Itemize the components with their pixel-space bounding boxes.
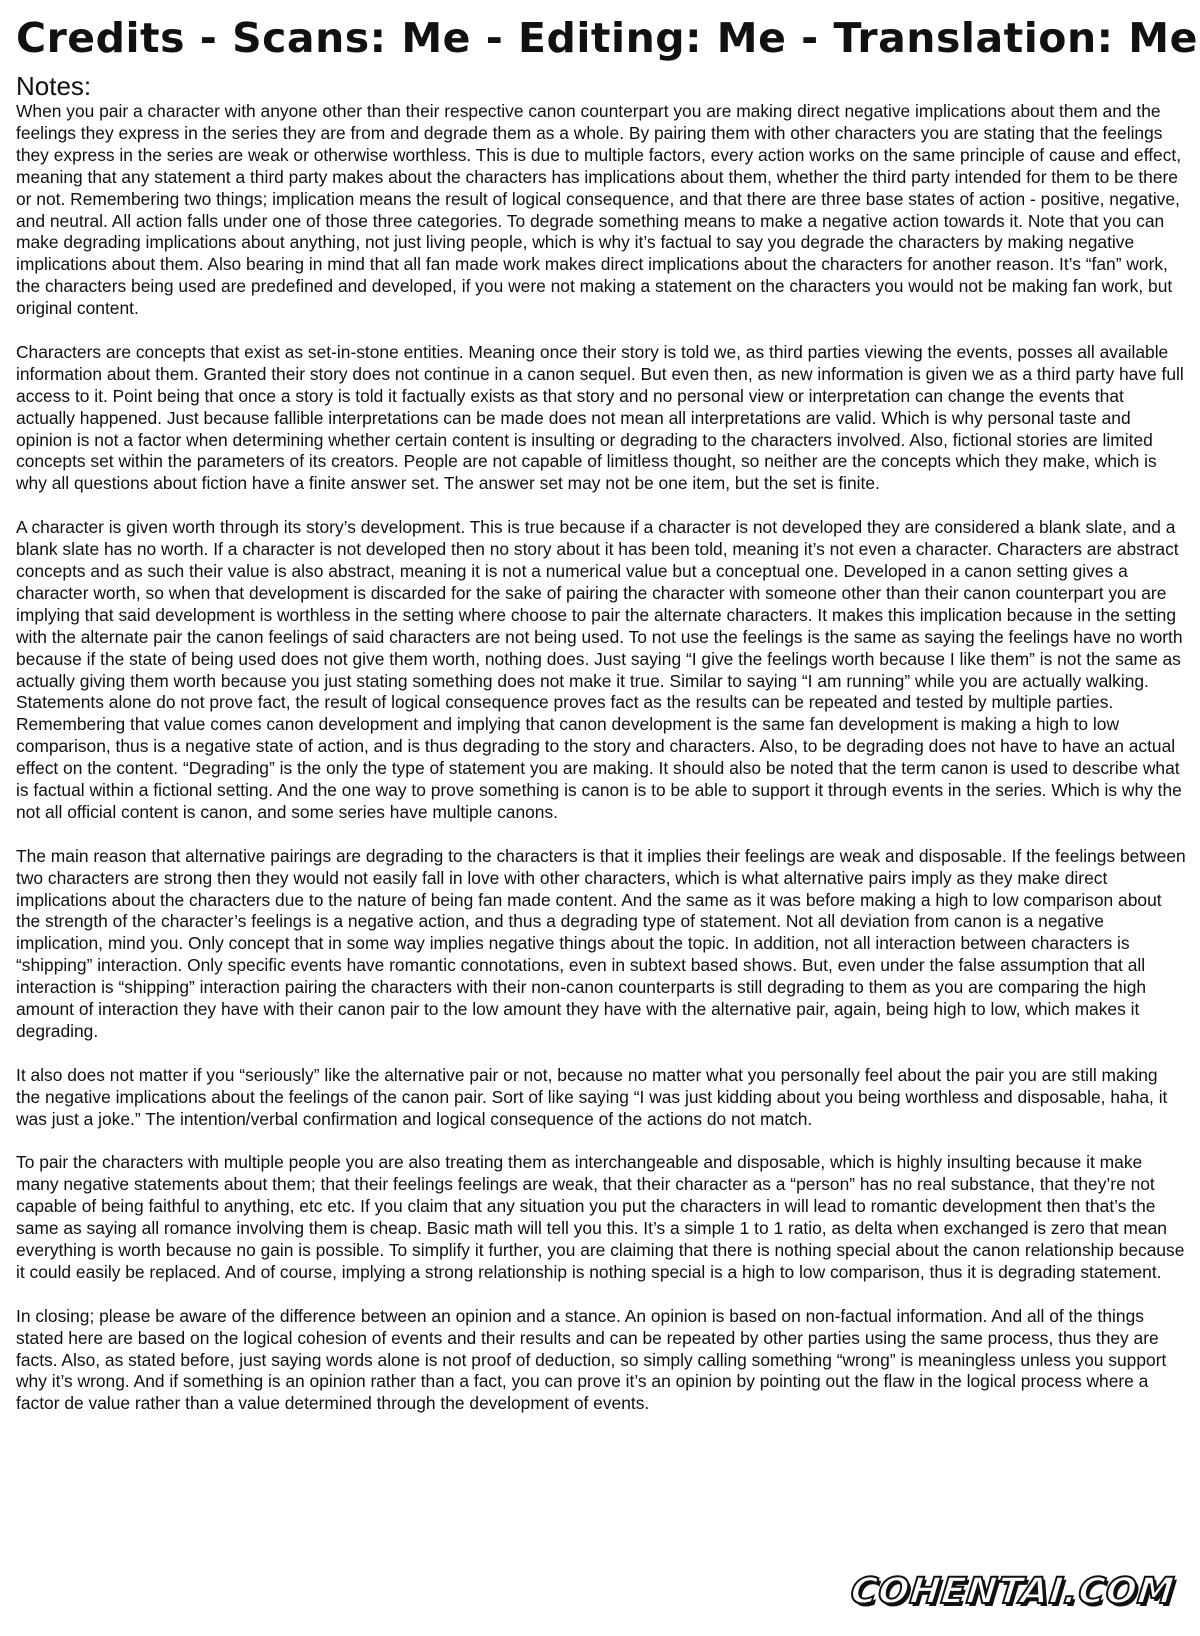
site-watermark-logo: COHENTAI.COM: [840, 1569, 1184, 1614]
paragraph: A character is given worth through its story’s development. This is true because if a character is not developed they are considered a blank slate, and a blank slate has no worth. If a character is not developed then no story about it has been told, meaning it’s not even a character. Characters are abstract concepts and as such their value is also abstract, meaning it is not a numerical value but a conceptual one. Developed in a canon setting gives a character worth, so when that development is discarded for the sake of pairing the character with someone other than their canon counterpart you are implying that said development is worthless in the setting where choose to pair the alternate characters. It makes this implication because in the setting with the alternate pair the canon feelings of said characters are not being used. To not use the feelings is the same as saying the feelings have no worth because if the state of being used does not give them worth, nothing does. Just saying “I give the feelings worth because I like them” is not the same as actually giving them worth because you just stating something does not make it true. Similar to saying “I am running” while you are actually walking. Statements alone do not prove fact, the result of logical consequence proves fact as the results can be repeated and tested by multiple parties. Remembering that value comes canon development and implying that canon development is the same fan development is making a high to low comparison, thus is a negative state of action, and is thus degrading to the story and characters. Also, to be degrading does not have to have an actual effect on the content. “Degrading” is the only the type of statement you are making. It should also be noted that the term canon is used to describe what is factual within a fictional setting. And the one way to prove something is canon is to be able to support it through events in the series. Which is why the not all official content is canon, and some series have multiple canons.: [16, 517, 1183, 822]
paragraph: In closing; please be aware of the difference between an opinion and a stance. An opinion is based on non-factual information. And all of the things stated here are based on the logical cohesion of events and their results and can be repeated by other parties using the same process, thus they are facts. Also, as stated before, just saying words alone is not proof of deduction, so simply calling something “wrong” is meaningless unless you support why it’s wrong. And if something is an opinion rather than a fact, you can prove it’s an opinion by pointing out the flaw in the logical process where a factor de value rather than a value determined through the development of events.: [16, 1305, 1167, 1414]
paragraph: The main reason that alternative pairings are degrading to the characters is that it implies their feelings are weak and disposable. If the feelings between two characters are strong then they would not easily fall in love with other characters, which is what alternative pairs imply as they make direct implications about the characters due to the nature of being fan made content. And the same as it was before making a high to low comparison about the strength of the character’s feelings is a negative action, and thus a degrading type of statement. Not all deviation from canon is a negative implication, mind you. Only concept that in some way implies negative things about the topic. In addition, not all interaction between characters is “shipping” interaction. Only specific events have romantic connotations, even in subtext based shows. But, even under the false assumption that all interaction is “shipping” interaction pairing the characters with their non-canon counterparts is still degrading to them as you are comparing the high amount of interaction they have with their canon pair to the low amount they have with the alternative pair, again, being high to low, which makes it degrading.: [16, 845, 1186, 1042]
notes-body: [16, 101, 1186, 1437]
notes-heading: Notes:: [16, 71, 92, 101]
paragraph: Characters are concepts that exist as set-in-stone entities. Meaning once their story is told we, as third parties viewing the events, posses all available information about them. Granted their story does not continue in a canon sequel. But even then, as new information is given we as a third party have full access to it. Point being that once a story is told it factually exists as that story and no personal view or interpretation can change the events that actually happened. Just because fallible interpretations can be made does not mean all interpretations are valid. Which is why personal taste and opinion is not a factor when determining whether certain content is insulting or degrading to the characters involved. Also, fictional stories are limited concepts set within the parameters of its creators. People are not capable of limitless thought, so neither are the concepts which they make, which is why all questions about fiction have a finite answer set. The answer set may not be one item, but the set is finite.: [16, 341, 1184, 494]
paragraph: To pair the characters with multiple people you are also treating them as interchangeable and disposable, which is highly insulting because it make many negative statements about them; that their feelings feelings are weak, that their character as a “person” has no real substance, that they’re not capable of being faithful to anything, etc etc. If you claim that any situation you put the characters in will lead to romantic development then that’s the same as saying all romance involving them is cheap. Basic math will tell you this. It’s a simple 1 to 1 ratio, as delta when exchanged is zero that mean everything is worth because no gain is possible. To simplify it further, you are claiming that there is nothing special about the canon relationship because it could easily be replaced. And of course, implying a strong relationship is nothing special is a high to low comparison, thus it is degrading statement.: [16, 1152, 1185, 1282]
paragraph: It also does not matter if you “seriously” like the alternative pair or not, because no matter what you personally feel about the pair you are still making the negative implications about the feelings of the canon pair. Sort of like saying “I was just kidding about you being worthless and disposable, haha, it was just a joke.” The intention/verbal confirmation and logical consequence of the actions do not match.: [16, 1064, 1168, 1129]
credits-title: Credits - Scans: Me - Editing: Me - Translation: Me: [16, 14, 1198, 62]
paragraph: When you pair a character with anyone other than their respective canon counterpart you are making direct negative implications about them and the feelings they express in the series they are from and degrade them as a whole. By pairing them with other characters you are stating that the feelings they express in the series are weak or otherwise worthless. This is due to multiple factors, every action works on the same principle of cause and effect, meaning that any statement a third party makes about the characters has implications about them, whether the third party intended for them to be there or not. Remembering two things; implication means the result of logical consequence, and that there are three base states of action - positive, negative, and neutral. All action falls under one of those three categories. To degrade something means to make a negative action towards it. Note that you can make degrading implications about anything, not just living people, which is why it’s factual to say you degrade the characters by making negative implications about them. Also bearing in mind that all fan made work makes direct implications about the characters for another reason. It’s “fan” work, the characters being used are predefined and developed, if you were not making a statement on the characters you would not be making fan work, but original content.: [16, 101, 1182, 319]
